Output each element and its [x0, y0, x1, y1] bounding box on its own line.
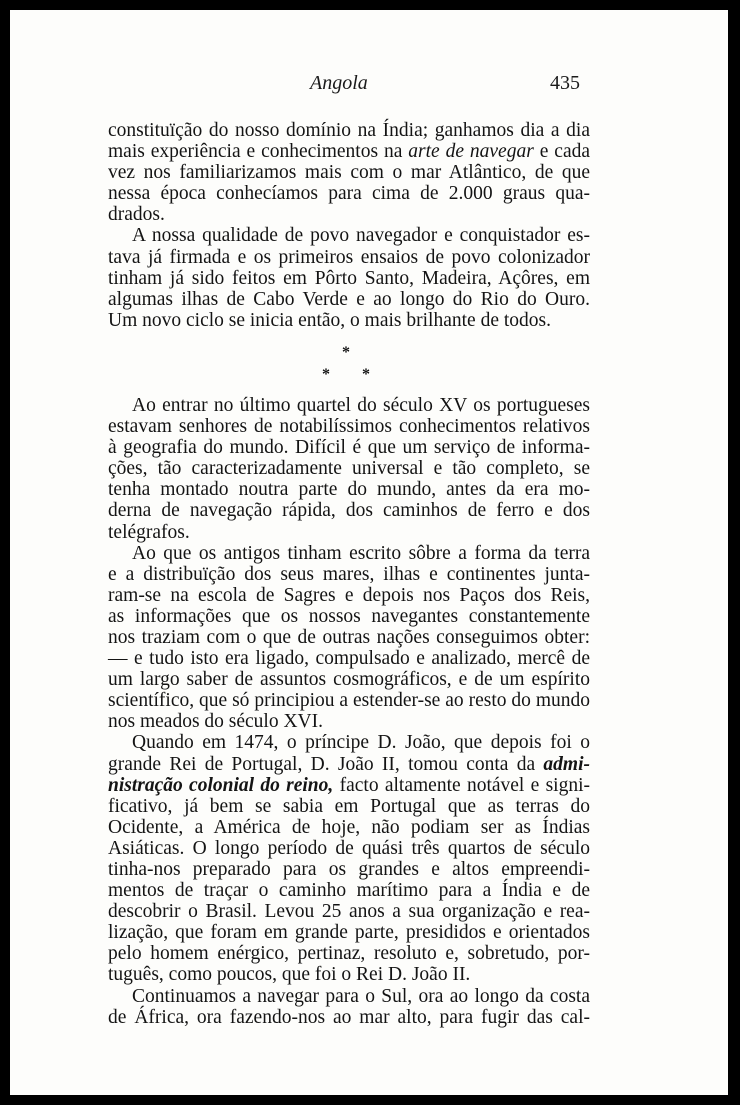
- text-line: algumas ilhas de Cabo Verde e ao longo do Rio do Ouro.: [108, 288, 590, 310]
- text-line: um largo saber de assuntos cosmográficos, e de um espírito: [108, 669, 590, 691]
- text-line: scientífico, que só principiou a estender-se ao resto do mundo: [108, 690, 590, 712]
- text-line: nistração colonial do reino, facto altamente notável e signi-: [108, 774, 591, 796]
- section-separator: [108, 331, 590, 395]
- asterism-star: *: [322, 365, 330, 383]
- text-line: pelo homem enérgico, pertinaz, resoluto e, sobretudo, por-: [108, 943, 590, 965]
- text-line: tinha-nos preparado para os grandes e altos empreendi-: [108, 859, 590, 880]
- text-line: Continuamos a navegar para o Sul, ora ao longo da costa: [132, 985, 590, 1007]
- text-line: derna de navegação rápida, dos caminhos de ferro e dos: [108, 500, 590, 522]
- text-line: Um novo ciclo se inicia então, o mais brilhante de todos.: [108, 309, 551, 331]
- text-line: grande Rei de Portugal, D. João II, tomou conta da admi-: [108, 753, 590, 775]
- text-line: Ocidente, a América de hoje, não podiam ser as Índias: [108, 816, 590, 838]
- text-line: de África, ora fazendo-nos ao mar alto, para fugir das cal-: [108, 1006, 590, 1028]
- text-line: vez nos familiarizamos mais com o mar Atlântico, de que: [108, 162, 590, 184]
- text-line: as informações que os nossos navegantes constantemente: [108, 605, 590, 627]
- book-page: [10, 10, 728, 1095]
- page-number: 435: [550, 72, 580, 94]
- text-line: constituïção do nosso domínio na Índia; ganhamos dia a dia: [108, 120, 590, 141]
- text-line: tinham já sido feitos em Pôrto Santo, Madeira, Açôres, em: [108, 267, 590, 289]
- emphasis-arte-de-navegar: arte de navegar: [408, 141, 534, 163]
- text-line: tenha montado noutra parte do mundo, antes da era mo-: [108, 479, 590, 501]
- text-line: mais experiência e conhecimentos na arte de navegar e cada: [108, 141, 591, 163]
- text-line: e a distribuïção dos seus mares, ilhas e continentes junta-: [108, 563, 590, 585]
- text-line: descobrir o Brasil. Levou 25 anos a sua organização e rea-: [108, 901, 590, 923]
- asterism-star: *: [342, 343, 350, 361]
- text-line: à geografia do mundo. Difícil é que um serviço de informa-: [108, 437, 590, 459]
- text-line: nos meados do século XVI.: [108, 711, 324, 733]
- text-line: nessa época conhecíamos para cima de 2.000 graus qua-: [108, 183, 590, 205]
- text-line: Ao entrar no último quartel do século XV os portugueses: [132, 394, 590, 416]
- text-line: ficativo, já bem se sabia em Portugal que as terras do: [108, 795, 590, 817]
- asterism-star: *: [362, 365, 370, 383]
- text-line: estavam senhores de notabilíssimos conhecimentos relativos: [108, 416, 590, 438]
- text-line: telégrafos.: [108, 521, 190, 543]
- text-line: ram-se na escola de Sagres e depois nos Paços dos Reis,: [108, 584, 590, 606]
- text-line: tava já firmada e os primeiros ensaios de povo colonizador: [108, 246, 590, 268]
- text-line: A nossa qualidade de povo navegador e conquistador es-: [132, 225, 590, 247]
- text-line: Quando em 1474, o príncipe D. João, que depois foi o: [132, 732, 590, 754]
- text-line: — e tudo isto era ligado, compulsado e analizado, mercê de: [108, 648, 590, 670]
- emphasis-administracao-colonial: nistração colonial do reino,: [108, 774, 334, 796]
- text-line: Ao que os antigos tinham escrito sôbre a forma da terra: [132, 542, 590, 564]
- running-head: [10, 72, 728, 98]
- running-title: Angola: [310, 72, 368, 94]
- text-line: mentos de traçar o caminho marítimo para a Índia e de: [108, 880, 590, 902]
- emphasis-admi: admi-: [543, 753, 590, 775]
- text-line: tuguês, como poucos, que foi o Rei D. João II.: [108, 964, 471, 986]
- body-text: [108, 120, 590, 1028]
- text-line: nos traziam com o que de outras nações conseguimos obter:: [108, 626, 590, 648]
- text-line: drados.: [108, 204, 165, 226]
- text-line: Asiáticas. O longo período de quási três quartos de século: [108, 837, 590, 859]
- text-line: lização, que foram em grande parte, presididos e orientados: [108, 922, 590, 944]
- text-line: ções, tão caracterizadamente universal e tão completo, se: [108, 458, 590, 480]
